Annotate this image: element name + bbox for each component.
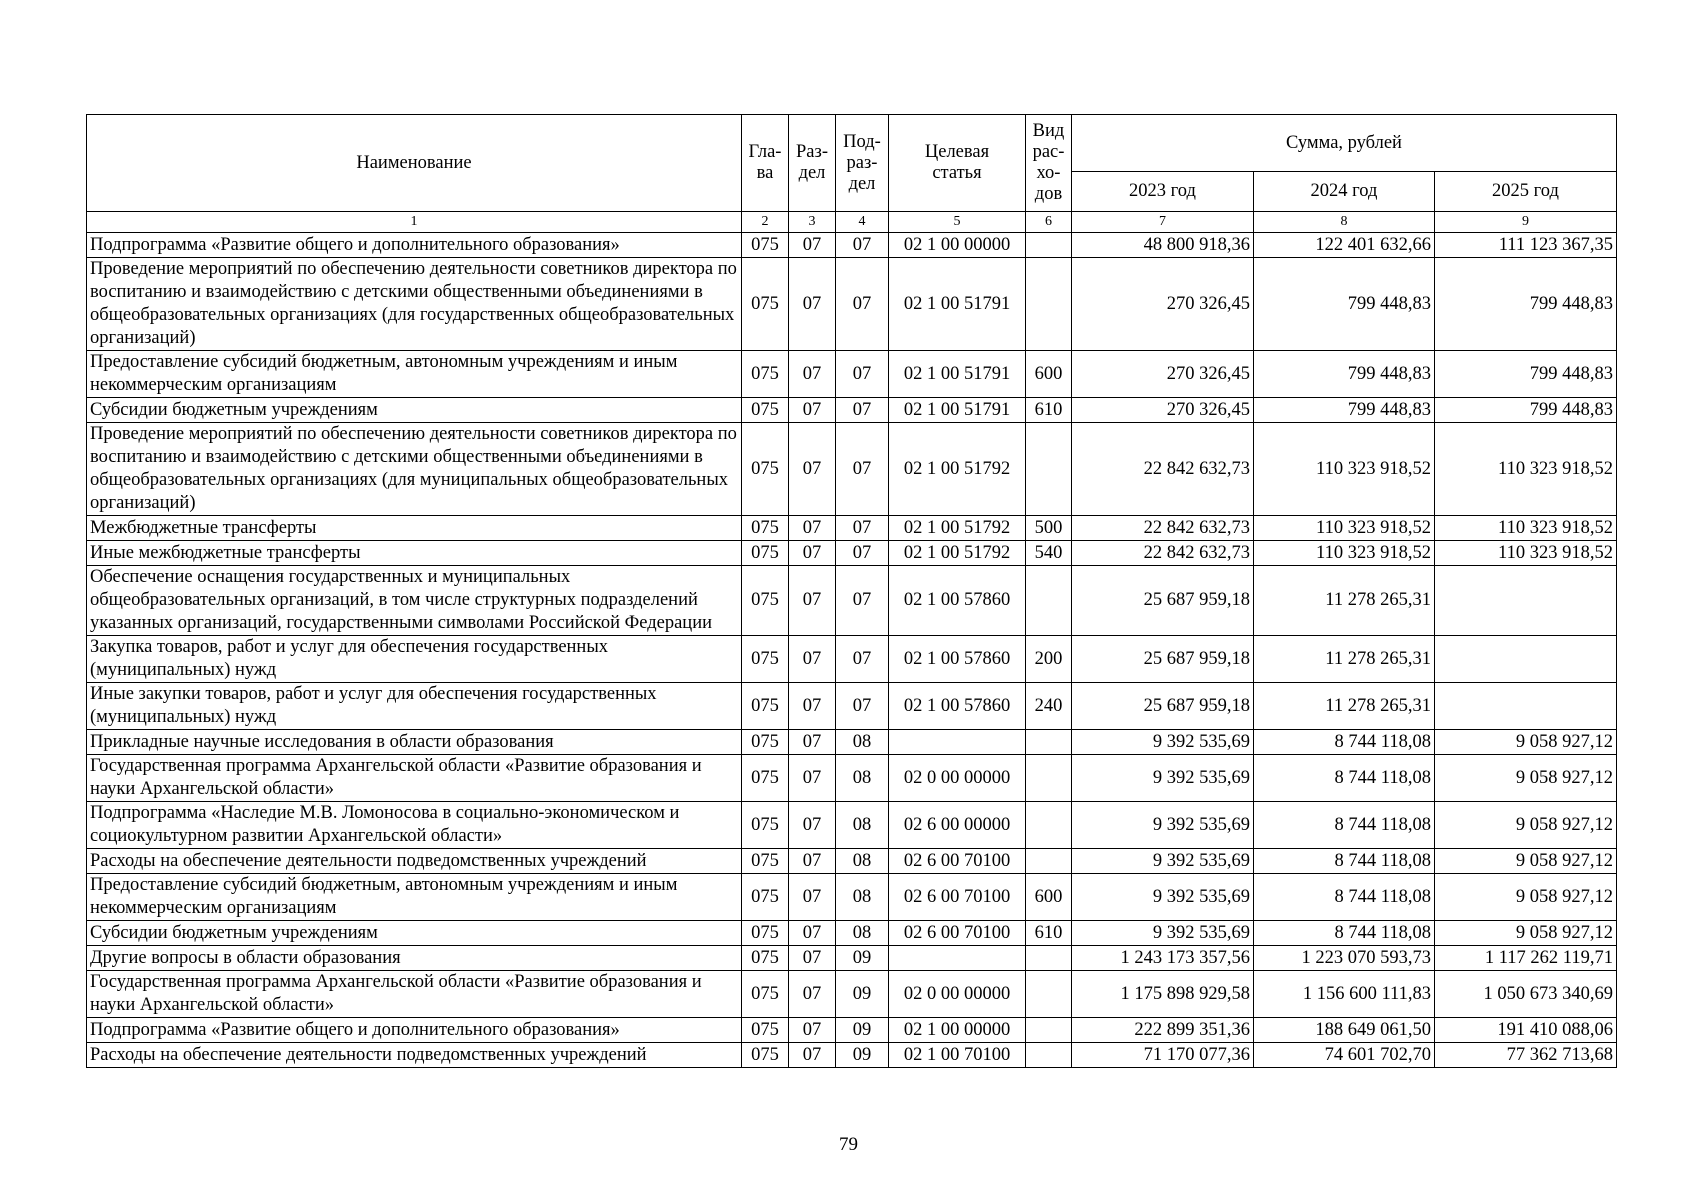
table-row — [87, 423, 1617, 516]
row-sum-2025: 9 058 927,12 — [1435, 874, 1617, 921]
table-row — [87, 351, 1617, 398]
row-sum-2024: 74 601 702,70 — [1254, 1043, 1435, 1068]
row-vid — [1026, 423, 1072, 516]
header-year-2024: 2024 год — [1254, 172, 1435, 212]
row-celevaya: 02 1 00 57860 — [889, 683, 1026, 730]
row-name: Проведение мероприятий по обеспечению деятельности советников директора по воспитанию и взаимодействию с детскими общественными объединениями в общеобразовательных организациях (для муниципальных общеобразовательных организаций) — [87, 423, 742, 516]
row-sum-2024: 799 448,83 — [1254, 258, 1435, 351]
table-row — [87, 636, 1617, 683]
row-sum-2025 — [1435, 566, 1617, 636]
row-razdel: 07 — [789, 802, 836, 849]
row-glava: 075 — [742, 683, 789, 730]
row-razdel: 07 — [789, 566, 836, 636]
row-razdel: 07 — [789, 946, 836, 971]
row-sum-2023: 48 800 918,36 — [1072, 233, 1254, 258]
row-podrazdel: 08 — [836, 802, 889, 849]
row-sum-2023: 25 687 959,18 — [1072, 566, 1254, 636]
row-sum-2023: 22 842 632,73 — [1072, 541, 1254, 566]
row-glava: 075 — [742, 516, 789, 541]
row-celevaya: 02 6 00 00000 — [889, 802, 1026, 849]
row-vid: 600 — [1026, 874, 1072, 921]
row-sum-2025: 9 058 927,12 — [1435, 849, 1617, 874]
row-sum-2023: 9 392 535,69 — [1072, 921, 1254, 946]
row-glava: 075 — [742, 423, 789, 516]
row-name: Иные закупки товаров, работ и услуг для обеспечения государственных (муниципальных) нужд — [87, 683, 742, 730]
row-celevaya: 02 6 00 70100 — [889, 849, 1026, 874]
row-sum-2023: 71 170 077,36 — [1072, 1043, 1254, 1068]
row-glava: 075 — [742, 755, 789, 802]
row-celevaya — [889, 946, 1026, 971]
row-glava: 075 — [742, 921, 789, 946]
row-sum-2024: 8 744 118,08 — [1254, 755, 1435, 802]
row-glava: 075 — [742, 351, 789, 398]
row-podrazdel: 07 — [836, 233, 889, 258]
table-row — [87, 755, 1617, 802]
row-celevaya: 02 0 00 00000 — [889, 971, 1026, 1018]
row-vid: 240 — [1026, 683, 1072, 730]
row-podrazdel: 09 — [836, 946, 889, 971]
row-sum-2025: 110 323 918,52 — [1435, 516, 1617, 541]
header-year-2023: 2023 год — [1072, 172, 1254, 212]
row-celevaya: 02 1 00 51792 — [889, 516, 1026, 541]
row-sum-2024: 1 223 070 593,73 — [1254, 946, 1435, 971]
row-vid: 610 — [1026, 398, 1072, 423]
row-name: Подпрограмма «Развитие общего и дополнительного образования» — [87, 233, 742, 258]
row-podrazdel: 07 — [836, 423, 889, 516]
row-sum-2023: 222 899 351,36 — [1072, 1018, 1254, 1043]
row-podrazdel: 08 — [836, 849, 889, 874]
row-glava: 075 — [742, 233, 789, 258]
row-sum-2024: 110 323 918,52 — [1254, 541, 1435, 566]
row-celevaya: 02 1 00 57860 — [889, 566, 1026, 636]
row-sum-2024: 11 278 265,31 — [1254, 566, 1435, 636]
row-sum-2025: 1 117 262 119,71 — [1435, 946, 1617, 971]
row-podrazdel: 08 — [836, 730, 889, 755]
row-sum-2025: 9 058 927,12 — [1435, 802, 1617, 849]
row-razdel: 07 — [789, 636, 836, 683]
row-podrazdel: 07 — [836, 398, 889, 423]
row-sum-2023: 9 392 535,69 — [1072, 874, 1254, 921]
row-glava: 075 — [742, 946, 789, 971]
row-sum-2025: 799 448,83 — [1435, 398, 1617, 423]
row-glava: 075 — [742, 802, 789, 849]
budget-table — [86, 114, 1617, 1068]
row-name: Обеспечение оснащения государственных и муниципальных общеобразовательных организаций, в том числе структурных подразделений указанных организаций, государственными символами Российской Федерации — [87, 566, 742, 636]
row-sum-2024: 8 744 118,08 — [1254, 730, 1435, 755]
table-row — [87, 921, 1617, 946]
row-sum-2025: 1 050 673 340,69 — [1435, 971, 1617, 1018]
row-podrazdel: 09 — [836, 1018, 889, 1043]
table-row — [87, 802, 1617, 849]
row-sum-2024: 8 744 118,08 — [1254, 802, 1435, 849]
row-sum-2023: 25 687 959,18 — [1072, 636, 1254, 683]
row-vid: 540 — [1026, 541, 1072, 566]
row-name: Прикладные научные исследования в области образования — [87, 730, 742, 755]
row-sum-2025: 110 323 918,52 — [1435, 541, 1617, 566]
row-sum-2024: 8 744 118,08 — [1254, 921, 1435, 946]
row-celevaya: 02 1 00 51792 — [889, 423, 1026, 516]
row-vid — [1026, 802, 1072, 849]
row-sum-2023: 270 326,45 — [1072, 398, 1254, 423]
row-sum-2025: 799 448,83 — [1435, 258, 1617, 351]
row-sum-2024: 11 278 265,31 — [1254, 636, 1435, 683]
row-name: Другие вопросы в области образования — [87, 946, 742, 971]
row-sum-2025: 799 448,83 — [1435, 351, 1617, 398]
row-celevaya: 02 1 00 00000 — [889, 1018, 1026, 1043]
row-razdel: 07 — [789, 730, 836, 755]
row-sum-2024: 110 323 918,52 — [1254, 423, 1435, 516]
row-name: Субсидии бюджетным учреждениям — [87, 398, 742, 423]
row-glava: 075 — [742, 730, 789, 755]
row-podrazdel: 09 — [836, 1043, 889, 1068]
row-glava: 075 — [742, 541, 789, 566]
row-vid: 610 — [1026, 921, 1072, 946]
row-sum-2025: 9 058 927,12 — [1435, 921, 1617, 946]
row-glava: 075 — [742, 971, 789, 1018]
table-row — [87, 566, 1617, 636]
row-sum-2023: 1 243 173 357,56 — [1072, 946, 1254, 971]
row-name: Государственная программа Архангельской области «Развитие образования и науки Архангельской области» — [87, 971, 742, 1018]
table-row — [87, 730, 1617, 755]
table-row — [87, 258, 1617, 351]
column-number: 8 — [1254, 212, 1435, 233]
row-sum-2024: 8 744 118,08 — [1254, 874, 1435, 921]
column-number: 1 — [87, 212, 742, 233]
row-vid — [1026, 258, 1072, 351]
table-row — [87, 971, 1617, 1018]
row-glava: 075 — [742, 874, 789, 921]
row-razdel: 07 — [789, 541, 836, 566]
table-row — [87, 1018, 1617, 1043]
row-podrazdel: 07 — [836, 541, 889, 566]
row-razdel: 07 — [789, 398, 836, 423]
row-vid — [1026, 730, 1072, 755]
row-celevaya: 02 1 00 51791 — [889, 258, 1026, 351]
row-glava: 075 — [742, 1018, 789, 1043]
row-sum-2025: 110 323 918,52 — [1435, 423, 1617, 516]
row-razdel: 07 — [789, 423, 836, 516]
row-sum-2023: 9 392 535,69 — [1072, 849, 1254, 874]
row-razdel: 07 — [789, 258, 836, 351]
row-razdel: 07 — [789, 755, 836, 802]
row-razdel: 07 — [789, 683, 836, 730]
column-number: 3 — [789, 212, 836, 233]
row-vid — [1026, 849, 1072, 874]
row-razdel: 07 — [789, 233, 836, 258]
row-podrazdel: 08 — [836, 755, 889, 802]
row-podrazdel: 08 — [836, 921, 889, 946]
header-celevaya: Целевая статья — [889, 115, 1026, 212]
row-sum-2023: 22 842 632,73 — [1072, 423, 1254, 516]
row-sum-2025: 191 410 088,06 — [1435, 1018, 1617, 1043]
row-glava: 075 — [742, 636, 789, 683]
header-summa: Сумма, рублей — [1072, 115, 1617, 172]
row-vid — [1026, 1043, 1072, 1068]
row-sum-2024: 1 156 600 111,83 — [1254, 971, 1435, 1018]
row-glava: 075 — [742, 398, 789, 423]
table-row — [87, 849, 1617, 874]
row-sum-2023: 1 175 898 929,58 — [1072, 971, 1254, 1018]
header-glava: Гла- ва — [742, 115, 789, 212]
row-name: Проведение мероприятий по обеспечению деятельности советников директора по воспитанию и взаимодействию с детскими общественными объединениями в общеобразовательных организациях (для государственных общеобразовательных организаций) — [87, 258, 742, 351]
row-sum-2023: 9 392 535,69 — [1072, 802, 1254, 849]
column-number: 7 — [1072, 212, 1254, 233]
row-razdel: 07 — [789, 1043, 836, 1068]
row-sum-2023: 9 392 535,69 — [1072, 730, 1254, 755]
row-name: Подпрограмма «Наследие М.В. Ломоносова в социально-экономическом и социокультурном развитии Архангельской области» — [87, 802, 742, 849]
row-vid — [1026, 566, 1072, 636]
row-celevaya: 02 1 00 51791 — [889, 398, 1026, 423]
row-name: Подпрограмма «Развитие общего и дополнительного образования» — [87, 1018, 742, 1043]
column-number: 2 — [742, 212, 789, 233]
table-row — [87, 398, 1617, 423]
row-vid: 600 — [1026, 351, 1072, 398]
row-celevaya: 02 1 00 70100 — [889, 1043, 1026, 1068]
row-name: Расходы на обеспечение деятельности подведомственных учреждений — [87, 849, 742, 874]
table-row — [87, 516, 1617, 541]
row-podrazdel: 07 — [836, 683, 889, 730]
row-razdel: 07 — [789, 351, 836, 398]
row-celevaya: 02 6 00 70100 — [889, 921, 1026, 946]
row-vid — [1026, 755, 1072, 802]
table-row — [87, 233, 1617, 258]
row-celevaya: 02 6 00 70100 — [889, 874, 1026, 921]
row-name: Предоставление субсидий бюджетным, автономным учреждениям и иным некоммерческим организациям — [87, 351, 742, 398]
row-sum-2023: 22 842 632,73 — [1072, 516, 1254, 541]
row-sum-2023: 270 326,45 — [1072, 351, 1254, 398]
header-vid: Вид рас- хо- дов — [1026, 115, 1072, 212]
row-sum-2025: 9 058 927,12 — [1435, 730, 1617, 755]
row-vid: 500 — [1026, 516, 1072, 541]
row-razdel: 07 — [789, 516, 836, 541]
row-vid — [1026, 1018, 1072, 1043]
row-sum-2023: 9 392 535,69 — [1072, 755, 1254, 802]
row-razdel: 07 — [789, 874, 836, 921]
row-podrazdel: 07 — [836, 566, 889, 636]
header-razdel: Раз- дел — [789, 115, 836, 212]
row-celevaya: 02 1 00 51792 — [889, 541, 1026, 566]
row-vid — [1026, 971, 1072, 1018]
row-vid: 200 — [1026, 636, 1072, 683]
page-number: 79 — [839, 1134, 858, 1155]
row-sum-2024: 188 649 061,50 — [1254, 1018, 1435, 1043]
row-glava: 075 — [742, 1043, 789, 1068]
table-row — [87, 1043, 1617, 1068]
row-sum-2024: 11 278 265,31 — [1254, 683, 1435, 730]
row-celevaya — [889, 730, 1026, 755]
row-glava: 075 — [742, 258, 789, 351]
row-sum-2025: 111 123 367,35 — [1435, 233, 1617, 258]
column-number: 5 — [889, 212, 1026, 233]
row-sum-2023: 25 687 959,18 — [1072, 683, 1254, 730]
row-sum-2024: 110 323 918,52 — [1254, 516, 1435, 541]
row-vid — [1026, 946, 1072, 971]
row-glava: 075 — [742, 849, 789, 874]
row-name: Закупка товаров, работ и услуг для обеспечения государственных (муниципальных) нужд — [87, 636, 742, 683]
row-sum-2024: 799 448,83 — [1254, 351, 1435, 398]
row-razdel: 07 — [789, 921, 836, 946]
table-row — [87, 874, 1617, 921]
row-name: Субсидии бюджетным учреждениям — [87, 921, 742, 946]
column-number: 6 — [1026, 212, 1072, 233]
row-razdel: 07 — [789, 1018, 836, 1043]
row-podrazdel: 08 — [836, 874, 889, 921]
row-podrazdel: 07 — [836, 516, 889, 541]
column-number: 9 — [1435, 212, 1617, 233]
row-razdel: 07 — [789, 849, 836, 874]
row-sum-2025: 9 058 927,12 — [1435, 755, 1617, 802]
row-celevaya: 02 0 00 00000 — [889, 755, 1026, 802]
table-row — [87, 541, 1617, 566]
table-row — [87, 683, 1617, 730]
row-sum-2024: 8 744 118,08 — [1254, 849, 1435, 874]
row-celevaya: 02 1 00 57860 — [889, 636, 1026, 683]
header-podrazdel: Под- раз- дел — [836, 115, 889, 212]
row-name: Межбюджетные трансферты — [87, 516, 742, 541]
column-number-row — [87, 212, 1617, 233]
row-podrazdel: 07 — [836, 636, 889, 683]
header-year-2025: 2025 год — [1435, 172, 1617, 212]
row-celevaya: 02 1 00 00000 — [889, 233, 1026, 258]
row-razdel: 07 — [789, 971, 836, 1018]
row-podrazdel: 09 — [836, 971, 889, 1018]
column-number: 4 — [836, 212, 889, 233]
table-row — [87, 946, 1617, 971]
row-sum-2025 — [1435, 636, 1617, 683]
row-sum-2023: 270 326,45 — [1072, 258, 1254, 351]
row-name: Государственная программа Архангельской области «Развитие образования и науки Архангельской области» — [87, 755, 742, 802]
row-sum-2025: 77 362 713,68 — [1435, 1043, 1617, 1068]
row-vid — [1026, 233, 1072, 258]
row-glava: 075 — [742, 566, 789, 636]
row-podrazdel: 07 — [836, 258, 889, 351]
row-podrazdel: 07 — [836, 351, 889, 398]
header-name: Наименование — [87, 115, 742, 212]
row-sum-2025 — [1435, 683, 1617, 730]
row-sum-2024: 122 401 632,66 — [1254, 233, 1435, 258]
row-sum-2024: 799 448,83 — [1254, 398, 1435, 423]
row-celevaya: 02 1 00 51791 — [889, 351, 1026, 398]
row-name: Расходы на обеспечение деятельности подведомственных учреждений — [87, 1043, 742, 1068]
row-name: Иные межбюджетные трансферты — [87, 541, 742, 566]
row-name: Предоставление субсидий бюджетным, автономным учреждениям и иным некоммерческим организациям — [87, 874, 742, 921]
